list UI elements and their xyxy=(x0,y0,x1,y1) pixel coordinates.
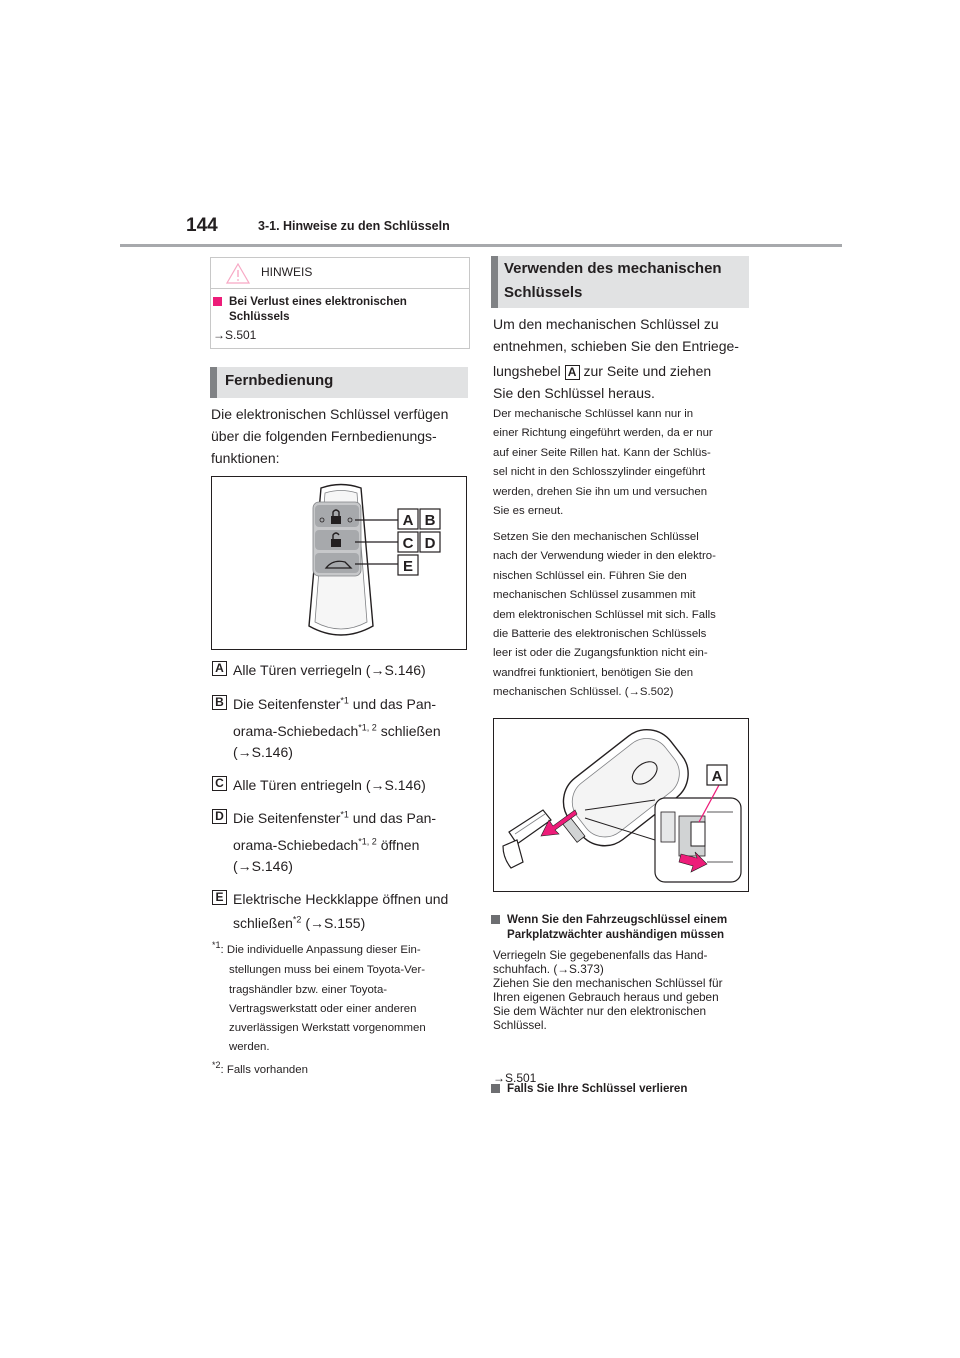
square-bullet-icon xyxy=(491,915,500,924)
page-number: 144 xyxy=(186,215,218,236)
paragraph-key-direction: Der mechanische Schlüssel kann nur in einer Richtung eingeführt werden, da er nur auf einer Seite Rillen hat. Kann der Schlüs- sel nicht in den Schlosszylinder eingeführt werden, drehen Sie ihn um und versuchen Sie es erneut. xyxy=(493,408,713,518)
badge-d: D xyxy=(212,809,227,824)
chapter-title: 3-1. Hinweise zu den Schlüsseln xyxy=(258,219,450,233)
badge-e: E xyxy=(212,890,227,905)
valet-text: Verriegeln Sie gegebenenfalls das Hand- schuhfach. (→S.373) Ziehen Sie den mechanischen Schlüssel für Ihren eigenen Gebrauch heraus und geben Sie dem Wächter nur den elektronischen Schlüssel. xyxy=(493,948,723,1032)
figure-label-a: A xyxy=(402,512,414,529)
mechanical-key-intro: Um den mechanischen Schlüssel zu entnehmen, schieben Sie den Entriege- lungshebel A zur Seite und ziehen Sie den Schlüssel heraus. xyxy=(493,316,739,401)
badge-c: C xyxy=(212,776,227,791)
figure-label-b: B xyxy=(424,512,436,529)
note-box xyxy=(210,257,470,349)
footnote-1-line: zuverlässigen Werkstatt vorgenommen xyxy=(229,1022,426,1034)
footnote-1: $^{*1}$: Die individuelle Anpassung dieser Ein- xyxy=(212,940,421,956)
footnote-2: $^{*2}$: Falls vorhanden xyxy=(212,1060,308,1076)
key-fob-figure xyxy=(211,476,467,650)
square-bullet-icon xyxy=(491,1084,500,1093)
figure-label-e: E xyxy=(402,558,414,575)
footnote-1-line: stellungen muss bei einem Toyota-Ver- xyxy=(229,964,426,976)
note-header xyxy=(211,258,469,289)
subheading-lost-keys: Falls Sie Ihre Schlüssel verlieren xyxy=(491,1081,777,1096)
badge-a-inline: A xyxy=(565,365,580,380)
note-reference: →S.501 xyxy=(213,328,257,342)
figure-label-d: D xyxy=(424,535,436,552)
tailgate-button xyxy=(315,553,359,573)
section-heading-fernbedienung: Fernbedienung xyxy=(210,367,468,398)
figure-label-a-right: A xyxy=(711,768,723,785)
intro-paragraph: Die elektronischen Schlüssel verfügen über die folgenden Fernbedienungs- funktionen: xyxy=(211,406,449,466)
note-title: HINWEIS xyxy=(261,265,313,279)
badge-a: A xyxy=(212,661,227,676)
section-heading-mechanical-key: Verwenden des mechanischen Schlüssels xyxy=(491,256,749,308)
mechanical-key-figure xyxy=(493,718,749,892)
paragraph-reinsert-key: Setzen Sie den mechanischen Schlüssel nach der Verwendung wieder in den elektro- nischen Schlüssel ein. Führen Sie den mechanischen Schlüssel zusammen mit dem elektronischen Schlüssel mit sich. Falls die Batterie des elektronischen Schlüssels leer ist oder die Zugangsfunktion nicht ein- wandfrei funktioniert, benötigen Sie den mechanischen Schlüssel. (→S.502) xyxy=(493,531,716,699)
footnote-1-line: tragshändler bzw. einer Toyota- xyxy=(229,984,388,996)
warning-triangle-icon xyxy=(226,263,250,284)
footnote-1-line: Vertragswerkstatt oder einer anderen xyxy=(229,1003,417,1015)
header-rule xyxy=(120,244,842,247)
subheading-valet: Wenn Sie den Fahrzeugschlüssel einem Parkplatzwächter aushändigen müssen xyxy=(491,912,777,942)
figure-label-c: C xyxy=(402,535,414,552)
badge-b: B xyxy=(212,695,227,710)
square-bullet-icon xyxy=(213,297,222,306)
note-heading: Bei Verlust eines elektronischen Schlüssels xyxy=(213,294,407,324)
lost-keys-reference: →S.501 xyxy=(493,1071,537,1085)
footnote-1-line: werden. xyxy=(229,1041,270,1053)
